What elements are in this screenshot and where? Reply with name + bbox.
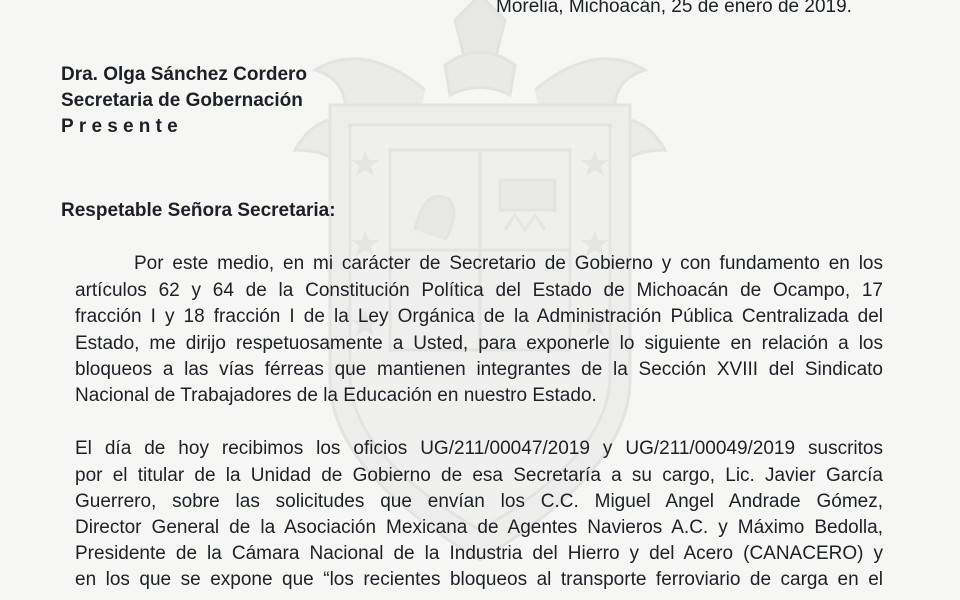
paragraph-2-line: en los que se expone que “los recientes bloqueos al transporte ferroviario de carga en el [75,569,883,590]
recipient-name: Dra. Olga Sánchez Cordero [61,64,308,85]
salutation: Respetable Señora Secretaria: [61,200,336,221]
paragraph-1-line: Por este medio, en mi carácter de Secretario de Gobierno y con fundamento en los [134,253,883,274]
paragraph-2-line: Guerrero, sobre las solicitudes que envían los C.C. Miguel Angel Andrade Gómez, [75,491,883,512]
paragraph-2-line: por el titular de la Unidad de Gobierno de esa Secretaría a su cargo, Lic. Javier García [75,465,883,486]
paragraph-2-line: El día de hoy recibimos los oficios UG/211/00047/2019 y UG/211/00049/2019 suscritos [75,438,883,459]
paragraph-1-line: fracción I y 18 fracción I de la Ley Orgánica de la Administración Pública Centralizada del [75,306,883,327]
recipient-title: Secretaria de Gobernación [61,90,303,111]
recipient-presente: Presente [61,116,183,137]
paragraph-1-line: Nacional de Trabajadores de la Educación en nuestro Estado. [75,385,597,406]
paragraph-2-line: Presidente de la Cámara Nacional de la Industria del Hierro y del Acero (CANACERO) y [75,543,883,564]
paragraph-2-line: Director General de la Asociación Mexicana de Agentes Navieros A.C. y Máximo Bedolla, [75,517,883,538]
date-line: Morelia, Michoacán, 25 de enero de 2019. [496,0,852,17]
paragraph-1-line: bloqueos a las vías férreas que mantienen integrantes de la Sección XVIII del Sindicato [75,359,883,380]
paragraph-1-line: Estado, me dirijo respetuosamente a Usted, para exponerle lo siguiente en relación a los [75,333,883,354]
paragraph-1-line: artículos 62 y 64 de la Constitución Política del Estado de Michoacán de Ocampo, 17 [75,280,883,301]
